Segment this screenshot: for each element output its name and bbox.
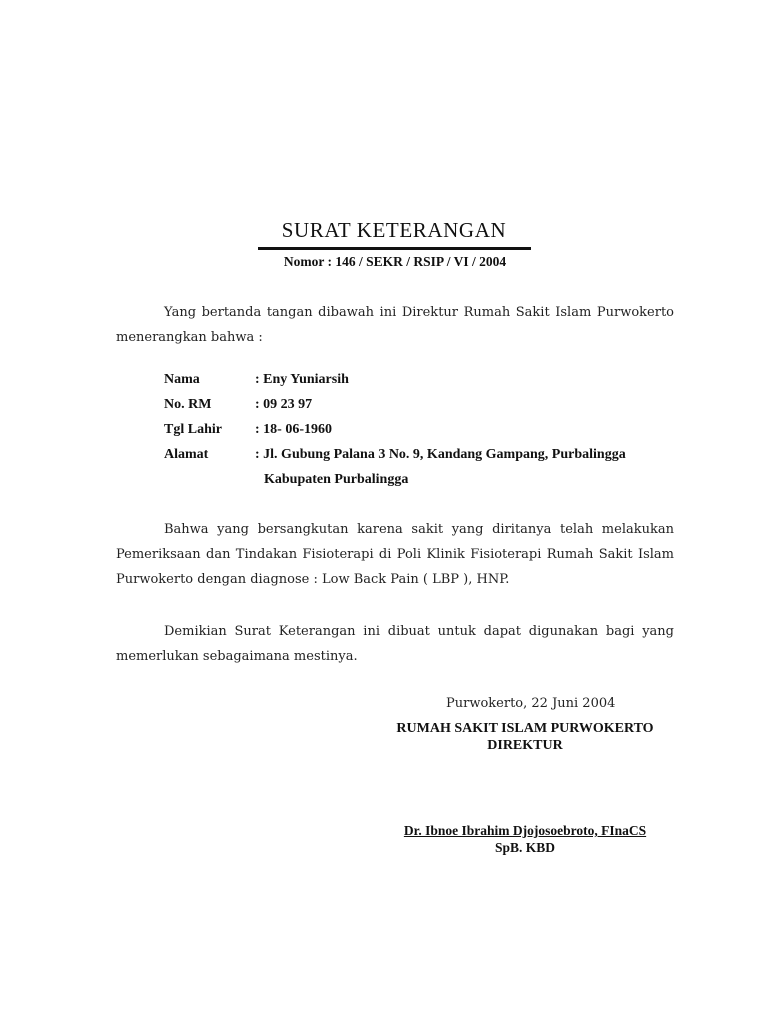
institution-name: RUMAH SAKIT ISLAM PURWOKERTO <box>396 721 654 736</box>
body-paragraph <box>116 517 674 592</box>
patient-name-label: Nama <box>164 372 200 387</box>
letter-title: SURAT KETERANGAN <box>281 218 507 242</box>
patient-address-label: Alamat <box>164 447 209 462</box>
patient-name-value: : Eny Yuniarsih <box>255 372 349 387</box>
patient-rm-label: No. RM <box>164 397 212 412</box>
patient-name-row <box>164 367 626 392</box>
signer-position: DIREKTUR <box>487 738 563 753</box>
letter-number: Nomor : 146 / SEKR / RSIP / VI / 2004 <box>283 254 507 269</box>
patient-address-row <box>164 442 626 467</box>
intro-paragraph <box>116 300 674 350</box>
closing-text: Demikian Surat Keterangan ini dibuat untuk dapat digunakan bagi yang memerlukan sebagaimana mestinya. <box>116 624 674 664</box>
body-text: Bahwa yang bersangkutan karena sakit yang diritanya telah melakukan Pemeriksaan dan Tindakan Fisioterapi di Poli Klinik Fisioterapi Rumah Sakit Islam Purwokerto dengan diagnose : Low Back Pain ( LBP ), HNP. <box>116 522 674 587</box>
patient-address-continuation: Kabupaten Purbalingga <box>264 472 409 487</box>
patient-dob-row <box>164 417 626 442</box>
patient-dob-label: Tgl Lahir <box>164 422 222 437</box>
patient-address-value: : Jl. Gubung Palana 3 No. 9, Kandang Gampang, Purbalingga <box>255 447 626 462</box>
signer-credentials: SpB. KBD <box>494 840 556 855</box>
closing-paragraph <box>116 619 674 669</box>
signer-name: Dr. Ibnoe Ibrahim Djojosoebroto, FInaCS <box>403 823 647 838</box>
patient-rm-value: : 09 23 97 <box>255 397 313 412</box>
place-date: Purwokerto, 22 Juni 2004 <box>446 696 616 711</box>
title-underline <box>258 247 531 250</box>
patient-dob-value: : 18- 06-1960 <box>255 422 332 437</box>
patient-rm-row <box>164 392 626 417</box>
patient-details <box>164 367 626 492</box>
intro-text: Yang bertanda tangan dibawah ini Direktur Rumah Sakit Islam Purwokerto menerangkan bahwa : <box>116 305 674 345</box>
